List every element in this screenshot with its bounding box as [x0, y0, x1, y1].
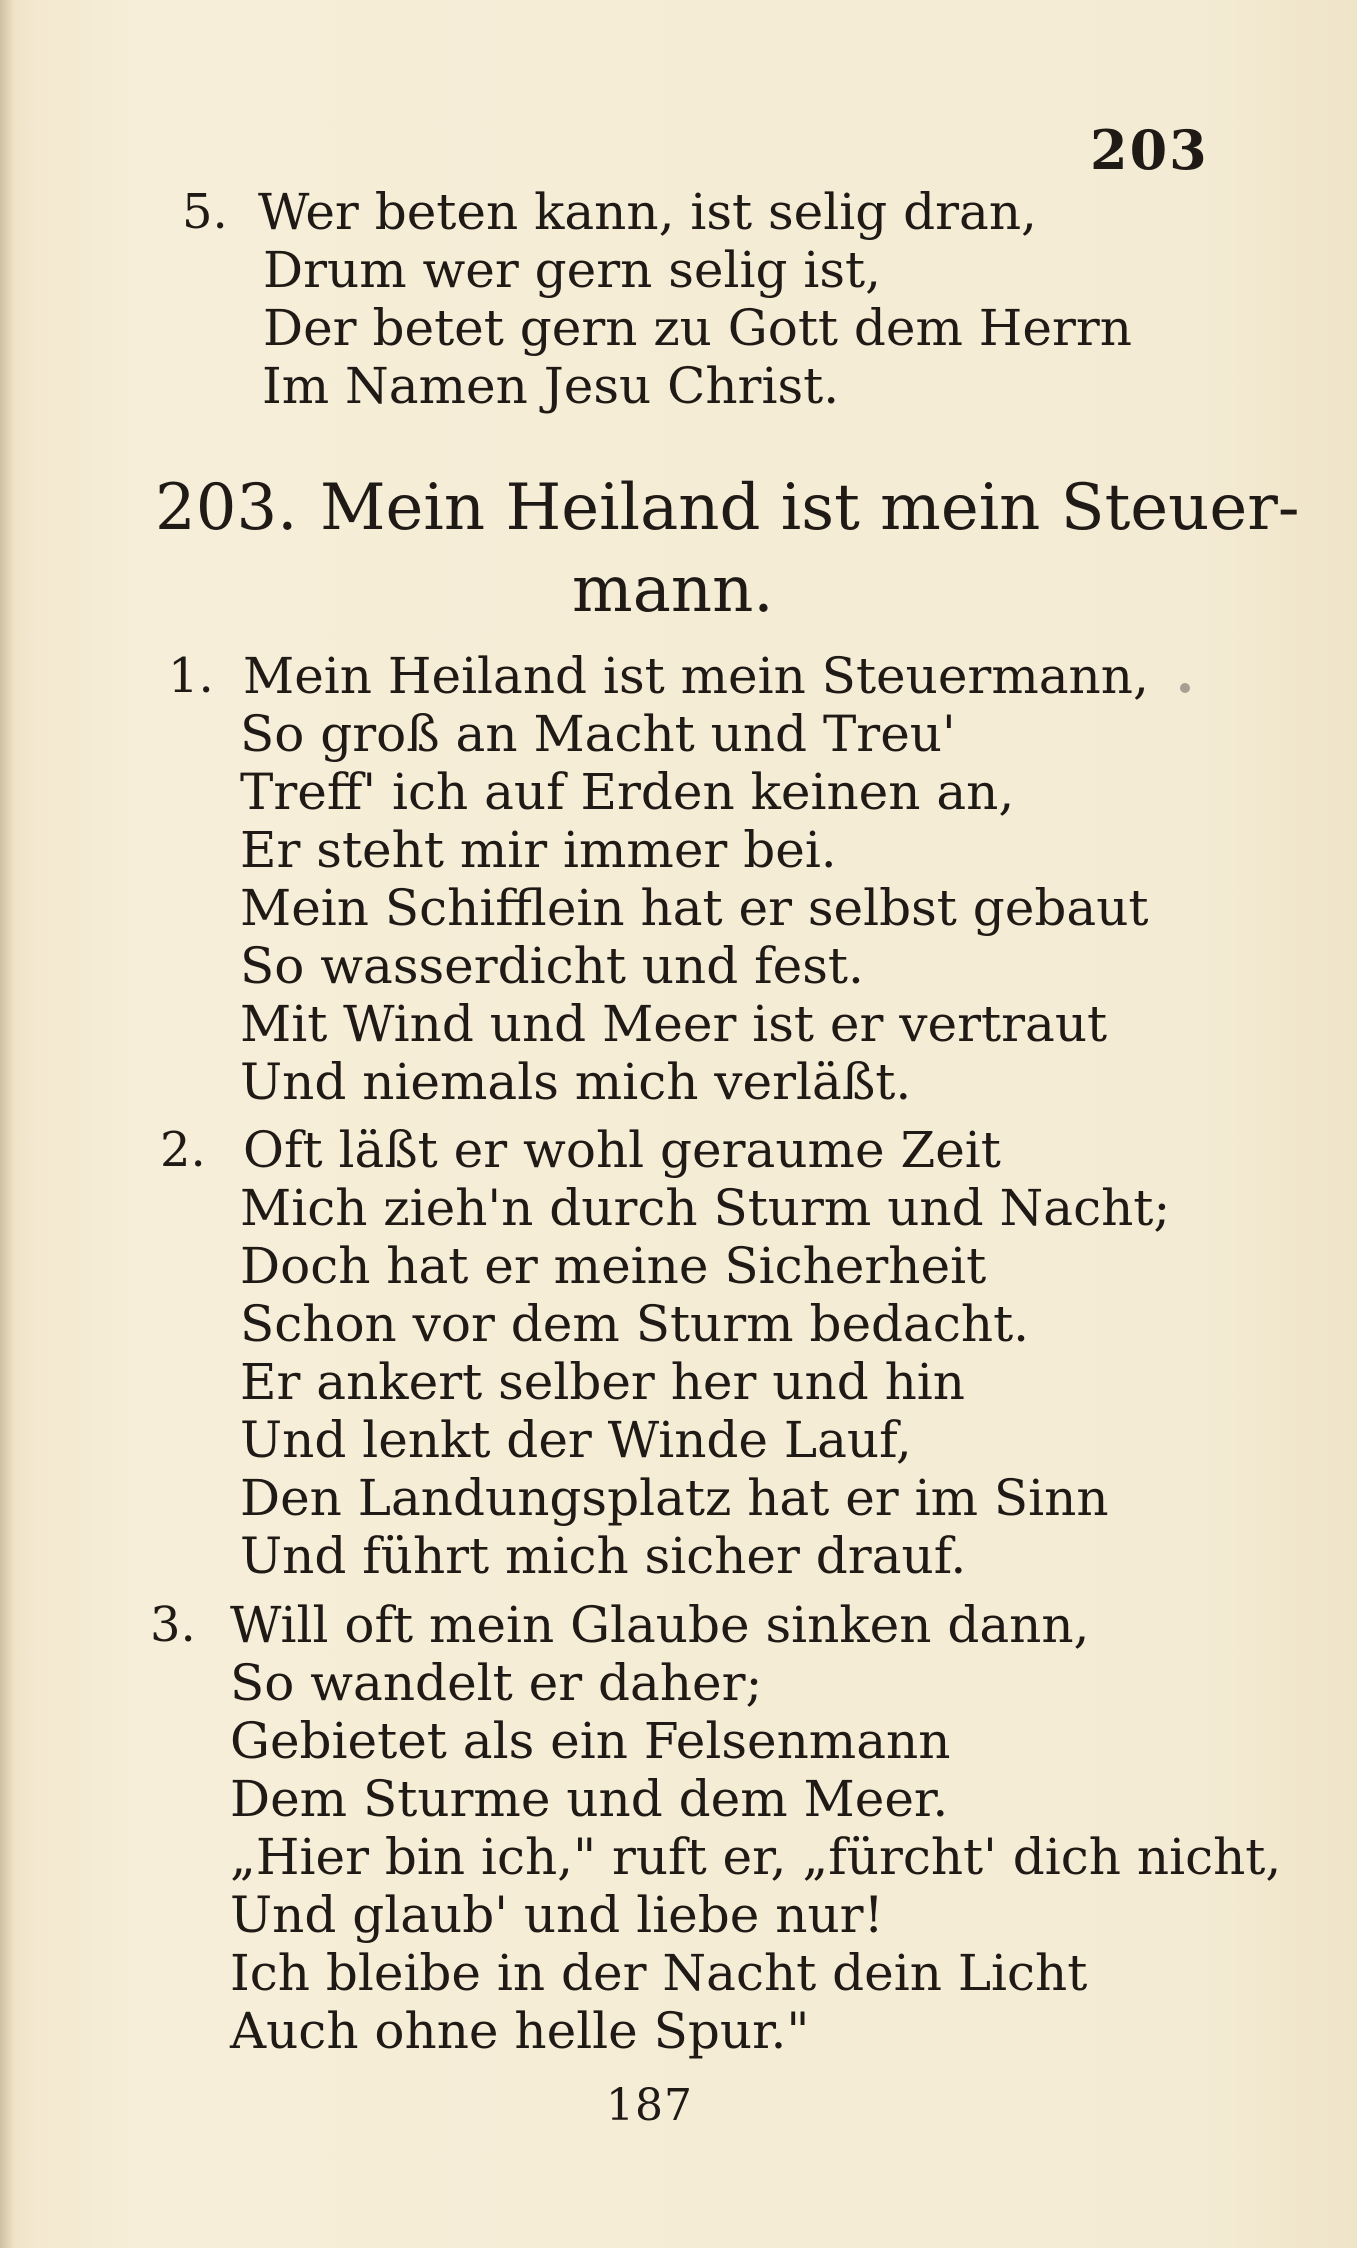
verse-line: „Hier bin ich," ruft er, „fürcht' dich nicht,: [230, 1828, 1282, 1886]
hymn-number: 203.: [155, 471, 298, 545]
verse-line: Treff' ich auf Erden keinen an,: [240, 763, 1015, 821]
stanza-number: 3.: [150, 1597, 196, 1653]
stanza-number: 2.: [160, 1122, 206, 1178]
verse-line: Mein Schifflein hat er selbst gebaut: [240, 879, 1149, 937]
verse-line: Mein Heiland ist mein Steuermann,: [243, 647, 1149, 705]
header-page-number: 203: [1090, 118, 1209, 182]
verse-line: Und lenkt der Winde Lauf,: [240, 1411, 912, 1469]
stanza-number: 1.: [168, 648, 214, 704]
verse-line: Der betet gern zu Gott dem Herrn: [263, 299, 1132, 357]
verse-line: Den Landungsplatz hat er im Sinn: [240, 1469, 1109, 1527]
verse-line: Und niemals mich verläßt.: [240, 1053, 912, 1111]
verse-line: Ich bleibe in der Nacht dein Licht: [230, 1944, 1088, 2002]
hymn-title-line-2: mann.: [572, 553, 774, 627]
verse-line: Und glaub' und liebe nur!: [230, 1886, 884, 1944]
verse-line: Gebietet als ein Felsenmann: [230, 1712, 951, 1770]
print-speck: [1180, 683, 1190, 693]
verse-line: Und führt mich sicher drauf.: [240, 1527, 967, 1585]
hymn-title-line-1: Mein Heiland ist mein Steuer-: [320, 471, 1300, 545]
verse-line: Mich zieh'n durch Sturm und Nacht;: [240, 1179, 1171, 1237]
verse-line: Schon vor dem Sturm bedacht.: [240, 1295, 1030, 1353]
verse-line: Will oft mein Glaube sinken dann,: [230, 1596, 1090, 1654]
stanza-number: 5.: [182, 184, 228, 240]
verse-line: Er ankert selber her und hin: [240, 1353, 965, 1411]
verse-line: Wer beten kann, ist selig dran,: [258, 183, 1037, 241]
verse-line: Im Namen Jesu Christ.: [262, 357, 840, 415]
verse-line: So wasserdicht und fest.: [240, 937, 864, 995]
verse-line: Mit Wind und Meer ist er vertraut: [240, 995, 1108, 1053]
verse-line: Dem Sturme und dem Meer.: [230, 1770, 949, 1828]
verse-line: So groß an Macht und Treu': [240, 705, 956, 763]
footer-page-number: 187: [606, 2080, 693, 2131]
verse-line: Oft läßt er wohl geraume Zeit: [243, 1121, 1001, 1179]
verse-line: Er steht mir immer bei.: [240, 821, 837, 879]
verse-line: Auch ohne helle Spur.": [230, 2002, 810, 2060]
verse-line: So wandelt er daher;: [230, 1654, 763, 1712]
page-edge-shadow: [0, 0, 14, 2248]
verse-line: Drum wer gern selig ist,: [263, 241, 882, 299]
verse-line: Doch hat er meine Sicherheit: [240, 1237, 987, 1295]
